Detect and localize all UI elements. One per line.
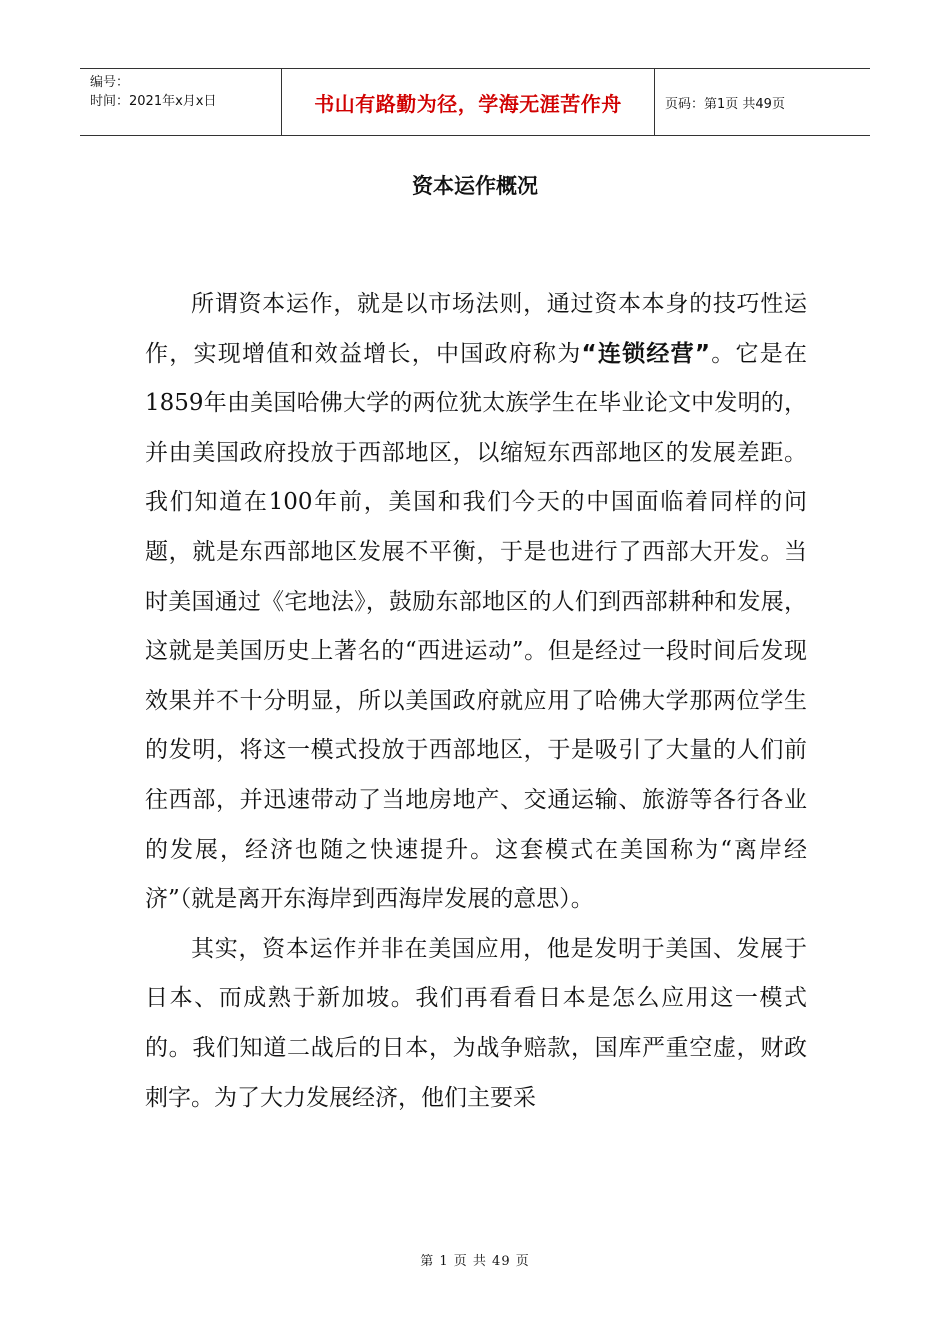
date-label: 时间：2021年x月x日 — [90, 94, 217, 109]
motto-text: 书山有路勤为径，学海无涯苦作舟 — [314, 91, 622, 116]
header-page-cell — [655, 69, 870, 135]
header-table — [80, 68, 870, 136]
paragraph-1-text-a: 所谓资本运作，就是以市场法则，通过资本本身的技巧性运作，实现增值和效益增长，中国政府称为 — [145, 291, 807, 367]
page-info: 页码：第1页 共49页 — [665, 96, 785, 112]
paragraph-2: 其实，资本运作并非在美国应用，他是发明于美国、发展于日本、而成熟于新加坡。我们再看看日本是怎么应用这一模式的。我们知道二战后的日本，为战争赔款，国库严重空虚，财政刺字。为了大力发展经济，他们主要采 — [145, 935, 807, 1111]
paragraph-1-bold-term: “连锁经营” — [581, 340, 711, 367]
page-footer: 第 1 页 共 49 页 — [420, 1254, 530, 1269]
serial-number-label: 编号： — [90, 75, 130, 90]
paragraph-1 — [145, 280, 807, 925]
paragraph-1-text-b: 。它是在1859年由美国哈佛大学的两位犹太族学生在毕业论文中发明的，并由美国政府投放于西部地区，以缩短东西部地区的发展差距。我们知道在100年前，美国和我们今天的中国面临着同样的问题，就是东西部地区发展不平衡，于是也进行了西部大开发。当时美国通过《宅地法》，鼓励东部地区的人们到西部耕种和发展，这就是美国历史上著名的“西进运动”。但是经过一段时间后发现效果并不十分明显，所以美国政府就应用了哈佛大学那两位学生的发明，将这一模式投放于西部地区，于是吸引了大量的人们前往西部，并迅速带动了当地房地产、交通运输、旅游等各行各业的发展，经济也随之快速提升。这套模式在美国称为“离岸经济”（就是离开东海岸到西海岸发展的意思）。 — [145, 340, 808, 913]
header-meta-cell — [80, 69, 282, 135]
header-motto-cell — [282, 69, 655, 135]
document-body — [145, 280, 807, 1123]
document-title: 资本运作概况 — [412, 174, 538, 198]
